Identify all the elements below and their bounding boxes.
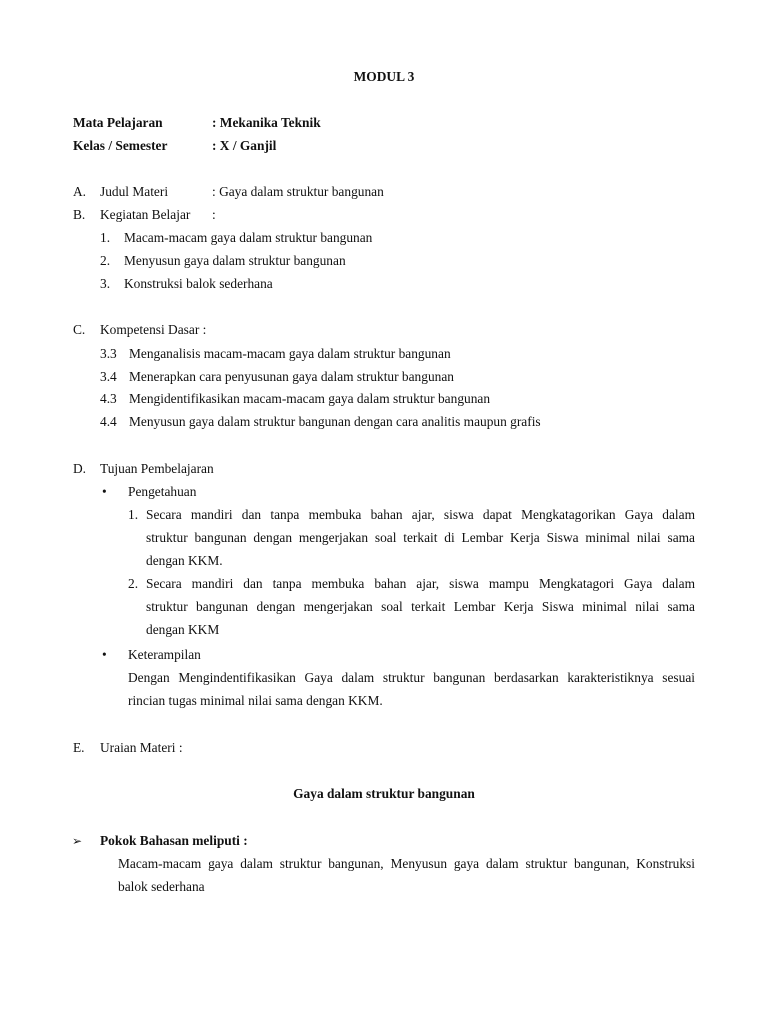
list-item: Menyusun gaya dalam struktur bangunan — [124, 253, 346, 268]
section-a-label: Judul Materi — [100, 184, 169, 199]
goal-paragraph — [146, 572, 695, 641]
goal-line: Secara mandiri dan tanpa membuka bahan ajar, siswa dapat Mengkatagorikan Gaya dalam — [146, 507, 695, 522]
goal-line: dengan KKM — [146, 622, 220, 637]
bullet-label-keterampilan: Keterampilan — [128, 647, 201, 662]
material-heading: Gaya dalam struktur bangunan — [293, 786, 475, 801]
section-d-label: Tujuan Pembelajaran — [100, 461, 214, 476]
list-item-number: 1. — [100, 230, 111, 245]
skill-line: Dengan Mengindentifikasikan Gaya dalam struktur bangunan berdasarkan karakteristiknya sesuai — [128, 670, 695, 685]
arrow-icon: ➢ — [72, 834, 83, 848]
section-a-marker: A. — [73, 184, 87, 199]
list-item: Konstruksi balok sederhana — [124, 276, 273, 291]
goal-number: 1. — [128, 507, 139, 522]
class-label: Kelas / Semester — [73, 138, 168, 153]
section-b-label: Kegiatan Belajar — [100, 207, 191, 222]
goal-paragraph — [146, 503, 695, 572]
goal-line: struktur bangunan dengan mengerjakan soal terkait di Lembar Kerja Siswa minimal nilai sama — [146, 530, 695, 545]
competency-item: Menganalisis macam-macam gaya dalam struktur bangunan — [129, 346, 451, 361]
competency-number: 3.3 — [100, 346, 117, 361]
section-e-label: Uraian Materi : — [100, 740, 183, 755]
skill-paragraph — [128, 666, 695, 712]
competency-item: Menerapkan cara penyusunan gaya dalam struktur bangunan — [129, 369, 454, 384]
bullet-icon: • — [102, 647, 107, 662]
goal-number: 2. — [128, 576, 139, 591]
subject-label: Mata Pelajaran — [73, 115, 163, 130]
bullet-icon: • — [102, 484, 107, 499]
section-c-label: Kompetensi Dasar : — [100, 322, 207, 337]
class-value: : X / Ganjil — [212, 138, 277, 153]
bullet-label-pengetahuan: Pengetahuan — [128, 484, 197, 499]
list-item-number: 2. — [100, 253, 111, 268]
section-b-colon: : — [212, 207, 216, 222]
section-d-marker: D. — [73, 461, 87, 476]
subject-value: : Mekanika Teknik — [212, 115, 321, 130]
competency-number: 4.4 — [100, 414, 117, 429]
skill-line: rincian tugas minimal nilai sama dengan KKM. — [128, 693, 383, 708]
competency-number: 4.3 — [100, 391, 117, 406]
goal-line: dengan KKM. — [146, 553, 223, 568]
competency-item: Mengidentifikasikan macam-macam gaya dalam struktur bangunan — [129, 391, 491, 406]
pokok-line: balok sederhana — [118, 879, 205, 894]
competency-item: Menyusun gaya dalam struktur bangunan dengan cara analitis maupun grafis — [129, 414, 541, 429]
section-a-value: : Gaya dalam struktur bangunan — [212, 184, 384, 199]
pokok-line: Macam-macam gaya dalam struktur bangunan, Menyusun gaya dalam struktur bangunan, Konstruksi — [118, 856, 695, 871]
section-b-marker: B. — [73, 207, 86, 222]
competency-number: 3.4 — [100, 369, 117, 384]
list-item-number: 3. — [100, 276, 111, 291]
goal-line: Secara mandiri dan tanpa membuka bahan ajar, siswa mampu Mengkatagori Gaya dalam — [146, 576, 695, 591]
section-e-marker: E. — [73, 740, 85, 755]
section-c-marker: C. — [73, 322, 86, 337]
pokok-bahasan-paragraph — [118, 852, 695, 898]
pokok-bahasan-label: Pokok Bahasan meliputi : — [100, 833, 248, 848]
page-title: MODUL 3 — [353, 69, 415, 84]
list-item: Macam-macam gaya dalam struktur bangunan — [124, 230, 373, 245]
goal-line: struktur bangunan dengan mengerjakan soal terkait Lembar Kerja Siswa minimal nilai sama — [146, 599, 695, 614]
